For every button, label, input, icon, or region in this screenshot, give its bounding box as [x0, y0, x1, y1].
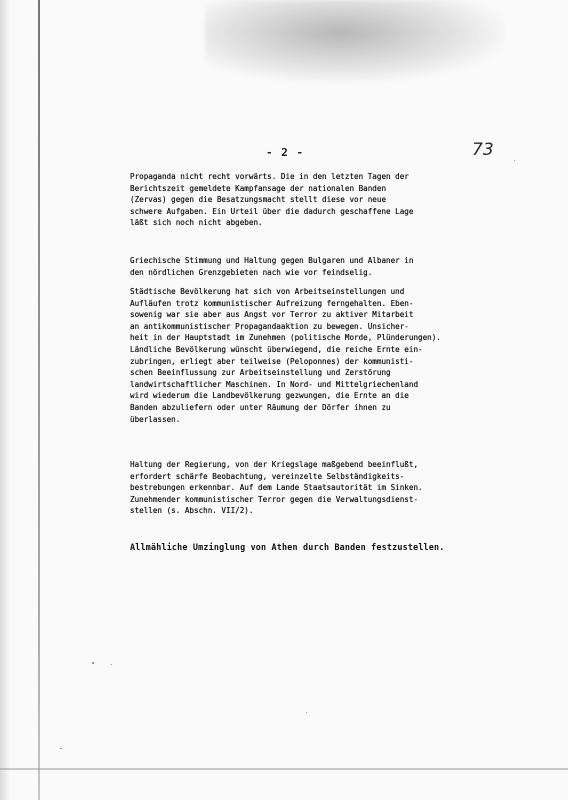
scan-edge-line: [38, 0, 40, 800]
paragraph-propaganda: Propaganda nicht recht vorwärts. Die in den letzten Tagen der Berichtszeit gemeldete Kampfansage der nationalen Banden (Zervas) gegen die Besatzungsmacht stellt diese vor neue schwere Aufgaben. Ein Urteil über die dadurch geschaffene Lage läßt sich noch nicht abgeben.: [130, 172, 414, 228]
page-number: - 2 -: [266, 146, 305, 159]
scan-smudge: [205, 0, 505, 82]
paragraph-government: Haltung der Regierung, von der Kriegslage maßgebend beeinflußt, erfordert schärfe Beobachtung, vereinzelte Selbständigkeits- bestrebungen erkennbar. Auf dem Lande Staatsautorität im Sinken. Zunehmender kommunistischer Terror gegen die Verwaltungsdienst- stellen (s. Abschn. VII/2).: [130, 460, 423, 516]
scan-edge-bottom: [0, 768, 568, 770]
closing-sentence: Allmähliche Umzinglung von Athen durch Banden festzustellen.: [130, 542, 445, 552]
scan-shadow-left: [0, 0, 10, 800]
archive-number: 73: [472, 140, 494, 160]
paragraph-greek-mood: Griechische Stimmung und Haltung gegen Bulgaren und Albaner in den nördlichen Grenzgebieten nach wie vor feindselig.: [130, 256, 414, 277]
paragraph-population: Städtische Bevölkerung hat sich von Arbeitseinstellungen und Aufläufen trotz kommunistischer Aufreizung ferngehalten. Eben- sowenig war sie aber aus Angst vor Terror zu aktiver Mitarbeit an antikommunistischer Propagandaaktion zu bewegen. Unsicher- heit in der Hauptstadt im Zunehmen (politische Morde, Plünderungen). Ländliche Bevölkerung wünscht überwiegend, die reiche Ernte ein- zubringen, erliegt aber teilweise (Peloponnes) der kommunisti- schen Beeinflussung zur Arbeitseinstellung und Zerstörung landwirtschaftlicher Maschinen. In Nord- und Mittelgriechenland wird wiederum die Landbevölkerung gezwungen, die Ernte an die Banden abzuliefern oder unter Räumung der Dörfer ihnen zu überlassen.: [130, 287, 441, 424]
